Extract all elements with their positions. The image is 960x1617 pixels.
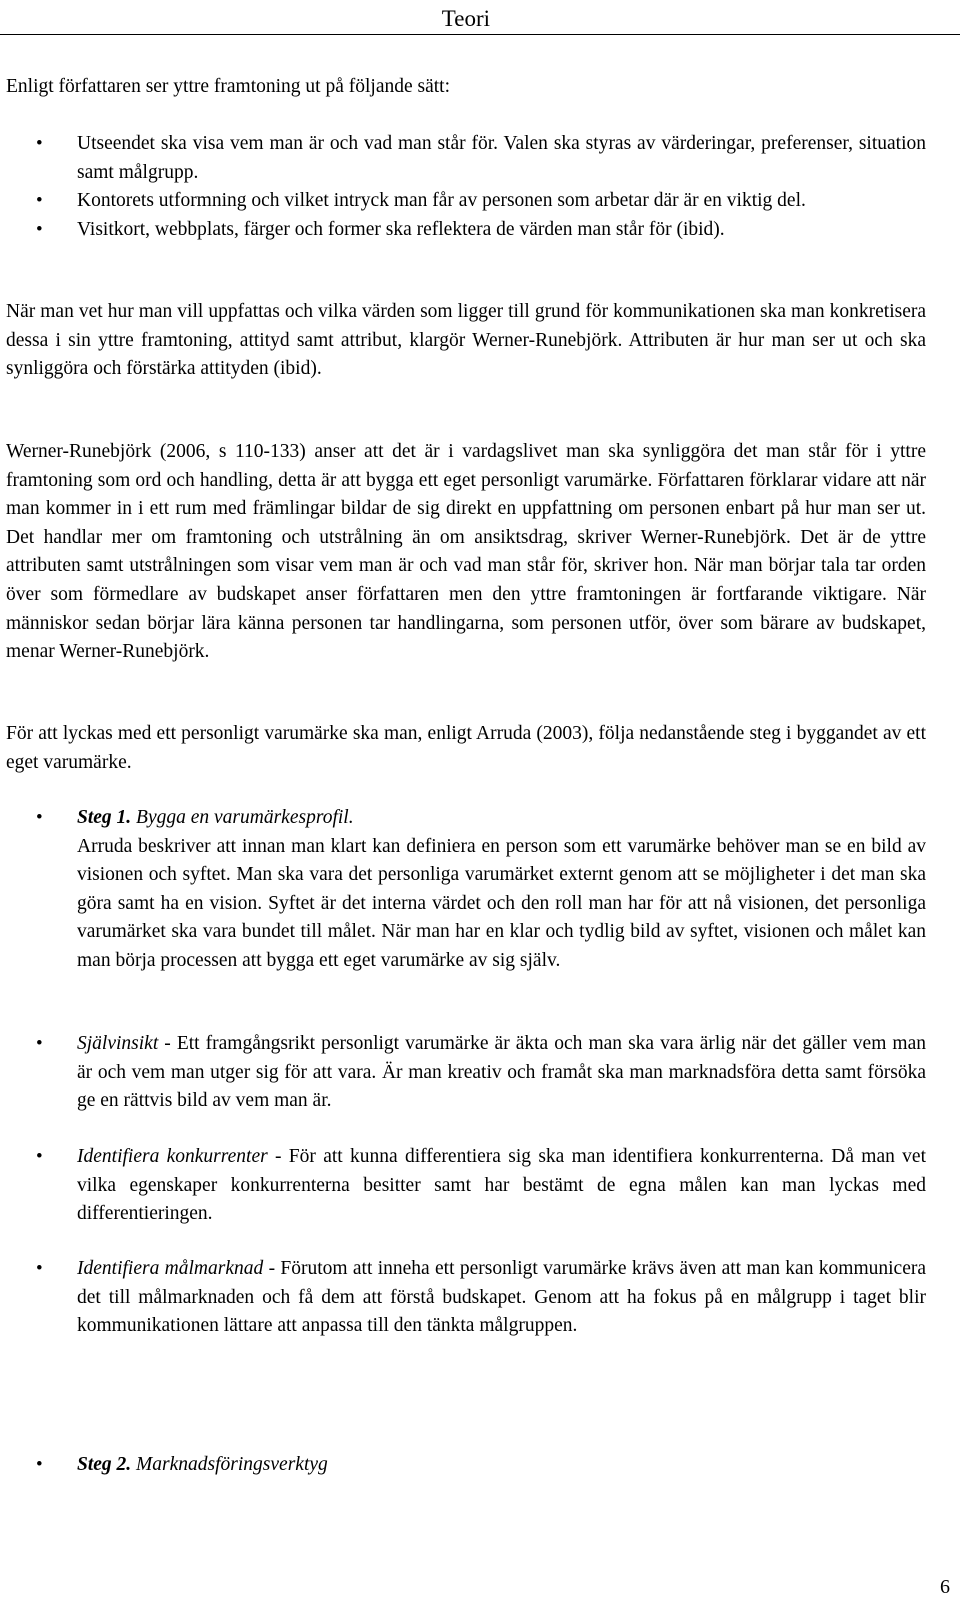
step-1-label: Steg 1. <box>77 807 132 828</box>
step-2-list <box>6 1451 926 1480</box>
self-insight-list <box>6 1030 926 1116</box>
target-market-list <box>6 1255 926 1341</box>
competitors-list <box>6 1143 926 1229</box>
list-item-step-2 <box>6 1451 926 1480</box>
list-item <box>6 216 926 245</box>
list-item-text: Kontorets utformning och vilket intryck man får av personen som arbetar där är en viktig del. <box>77 190 806 212</box>
list-item-target-market <box>6 1255 926 1341</box>
bullet-icon <box>36 804 43 833</box>
list-item-text: Utseendet ska visa vem man är och vad man står för. Valen ska styras av värderingar, preferenser, situation samt målgrupp. <box>77 133 926 183</box>
step-1-body: Arruda beskriver att innan man klart kan definiera en person som ett varumärke behöver man se en bild av visionen och syftet. Man ska vara det personliga varumärket externt genom att se möjligheter i det man ska göra samt ha en vision. Syftet är det interna värdet och den roll man har för att nå visionen, det personliga varumärket ska vara bundet till målet. När man har en klar och tydlig bild av syftet, visionen och målet kan man börja processen att bygga ett eget varumärke av sig själv. <box>77 835 926 971</box>
self-insight-label: Självinsikt <box>77 1033 159 1054</box>
list-item-step-1 <box>6 804 926 976</box>
paragraph-werner-runebjork: Werner-Runebjörk (2006, s 110-133) anser att det är i vardagslivet man ska synliggöra det man står för i yttre framtoning som ord och handling, detta är att bygga ett eget personligt varumärke. Författaren förklarar vidare att när man kommer in i ett rum med främlingar bildar de sig direkt en uppfattning om personen enbart på hur man ser ut. Det handlar mer om framtoning och utstrålning än om ansiktsdrag, skriver Werner-Runebjörk. Det är de yttre attributen samt utstrålningen som visar vem man är och vad man står för, skriver hon. När man börjar tala tar orden över som förmedlare av budskapet anser författaren men den yttre framtoningen är fortfarande viktigare. När människor sedan börjar lära känna personen tar handlingarna, som personen utför, över som bärare av budskapet, menar Werner-Runebjörk. <box>6 441 926 663</box>
step-2-label: Steg 2. <box>77 1454 132 1475</box>
step-2-title: Marknadsföringsverktyg <box>131 1454 328 1475</box>
paragraph-attitude: När man vet hur man vill uppfattas och vilka värden som ligger till grund för kommunikationen ska man konkretisera dessa i sin yttre framtoning, attityd samt attribut, klargör Werner-Runebjörk. Attributen är hur man ser ut och ska synliggöra och förstärka attityden (ibid). <box>6 301 926 380</box>
bullet-icon <box>36 130 43 159</box>
bullet-icon <box>36 1255 43 1284</box>
bullet-icon <box>36 1143 43 1172</box>
list-item-self-insight <box>6 1030 926 1116</box>
competitors-label: Identifiera konkurrenter <box>77 1146 268 1167</box>
steps-list <box>6 804 926 976</box>
bullet-icon <box>36 1451 43 1480</box>
page-number: 6 <box>940 1576 950 1598</box>
appearance-bullet-list <box>6 130 926 244</box>
competitors-body: - För att kunna differentiera sig ska man identifiera konkurrenterna. Då man vet vilka egenskaper konkurrenterna besitter samt har bestämt de egna målen kan man lyckas med differentieringen. <box>77 1146 926 1225</box>
self-insight-body: - Ett framgångsrikt personligt varumärke är äkta och man ska vara ärlig när det gäller vem man är och vem man utger sig för att vara. Är man kreativ och framåt ska man marknadsföra detta samt försöka ge en rättvis bild av vem man är. <box>77 1033 926 1112</box>
bullet-icon <box>36 216 43 245</box>
list-item-text: Visitkort, webbplats, färger och former ska reflektera de värden man står för (ibid). <box>77 218 725 240</box>
list-item <box>6 187 926 216</box>
paragraph-arruda-intro: För att lyckas med ett personligt varumärke ska man, enligt Arruda (2003), följa nedanstående steg i byggandet av ett eget varumärke. <box>6 723 926 773</box>
page-header-title: Teori <box>441 6 490 31</box>
intro-paragraph: Enligt författaren ser yttre framtoning ut på följande sätt: <box>6 76 451 97</box>
step-1-title: Bygga en varumärkesprofil. <box>131 807 354 828</box>
bullet-icon <box>36 1030 43 1059</box>
list-item <box>6 130 926 187</box>
target-market-body: - Förutom att inneha ett personligt varumärke krävs även att man kan kommunicera det till målmarknaden och få dem att förstå budskapet. Genom att ha fokus på en målgrupp i taget blir kommunikationen lättare att anpassa till den tänkta målgruppen. <box>77 1258 927 1337</box>
list-item-competitors <box>6 1143 926 1229</box>
target-market-label: Identifiera målmarknad <box>77 1258 264 1279</box>
header-divider <box>0 34 960 35</box>
bullet-icon <box>36 187 43 216</box>
